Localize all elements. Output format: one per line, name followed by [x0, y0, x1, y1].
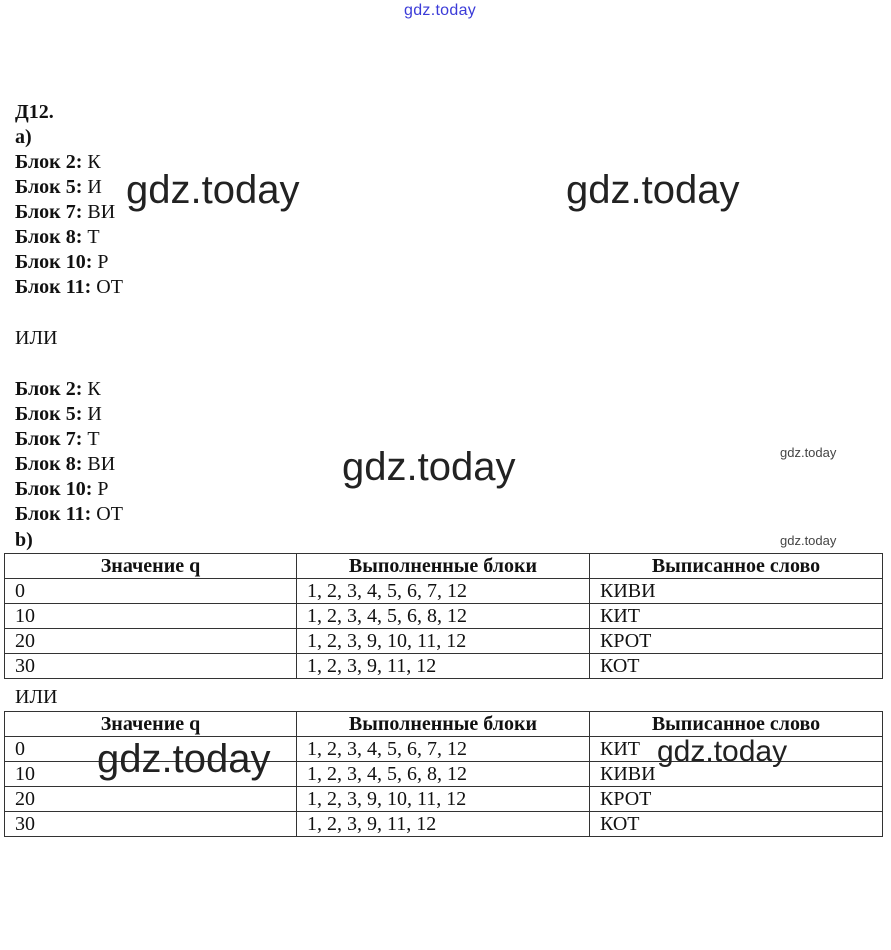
cell-blocks: 1, 2, 3, 4, 5, 6, 7, 12: [297, 579, 590, 604]
column-header-word: Выписанное слово: [590, 712, 883, 737]
part-a-label: а): [15, 126, 32, 148]
part-b-label: b): [15, 529, 33, 551]
cell-word: КИВИ: [590, 579, 883, 604]
cell-blocks: 1, 2, 3, 4, 5, 6, 8, 12: [297, 604, 590, 629]
cell-q: 10: [5, 762, 297, 787]
watermark: gdz.today: [566, 168, 740, 212]
block-line: Блок 5: И: [15, 176, 102, 198]
cell-blocks: 1, 2, 3, 9, 11, 12: [297, 812, 590, 837]
block-line: Блок 7: Т: [15, 428, 100, 450]
cell-blocks: 1, 2, 3, 9, 11, 12: [297, 654, 590, 679]
cell-blocks: 1, 2, 3, 4, 5, 6, 8, 12: [297, 762, 590, 787]
cell-q: 10: [5, 604, 297, 629]
block-line: Блок 8: Т: [15, 226, 100, 248]
table-row: [5, 812, 883, 837]
table-header-row: [5, 712, 883, 737]
cell-q: 20: [5, 787, 297, 812]
table-row: [5, 629, 883, 654]
cell-blocks: 1, 2, 3, 4, 5, 6, 7, 12: [297, 737, 590, 762]
cell-word: КИТ: [590, 737, 883, 762]
cell-word: КИВИ: [590, 762, 883, 787]
block-line: Блок 10: Р: [15, 251, 109, 273]
cell-q: 0: [5, 579, 297, 604]
watermark: gdz.today: [657, 735, 788, 768]
cell-word: КИТ: [590, 604, 883, 629]
cell-blocks: 1, 2, 3, 9, 10, 11, 12: [297, 629, 590, 654]
cell-word: КОТ: [590, 654, 883, 679]
or-separator: ИЛИ: [15, 686, 58, 708]
block-line: Блок 2: К: [15, 151, 101, 173]
block-line: Блок 7: ВИ: [15, 201, 116, 223]
block-line: Блок 5: И: [15, 403, 102, 425]
cell-q: 30: [5, 812, 297, 837]
column-header-q: Значение q: [5, 712, 297, 737]
block-line: Блок 8: ВИ: [15, 453, 116, 475]
table-row: [5, 604, 883, 629]
column-header-blocks: Выполненные блоки: [297, 554, 590, 579]
watermark-top: gdz.today: [404, 2, 477, 19]
cell-q: 0: [5, 737, 297, 762]
watermark-small: gdz.today: [780, 533, 837, 548]
column-header-blocks: Выполненные блоки: [297, 712, 590, 737]
watermark: gdz.today: [126, 168, 300, 212]
results-table-1: [4, 553, 883, 679]
table-row: [5, 579, 883, 604]
table-row: [5, 654, 883, 679]
block-line: Блок 11: ОТ: [15, 503, 123, 525]
watermark: gdz.today: [342, 445, 516, 489]
watermark-small: gdz.today: [780, 445, 837, 460]
cell-word: КРОТ: [590, 787, 883, 812]
cell-q: 30: [5, 654, 297, 679]
or-separator: ИЛИ: [15, 327, 58, 349]
table-row: [5, 787, 883, 812]
block-line: Блок 2: К: [15, 378, 101, 400]
watermark: gdz.today: [97, 737, 271, 781]
column-header-word: Выписанное слово: [590, 554, 883, 579]
task-heading: Д12.: [15, 101, 54, 123]
cell-word: КОТ: [590, 812, 883, 837]
table-header-row: [5, 554, 883, 579]
block-line: Блок 10: Р: [15, 478, 109, 500]
cell-blocks: 1, 2, 3, 9, 10, 11, 12: [297, 787, 590, 812]
cell-q: 20: [5, 629, 297, 654]
cell-word: КРОТ: [590, 629, 883, 654]
column-header-q: Значение q: [5, 554, 297, 579]
block-line: Блок 11: ОТ: [15, 276, 123, 298]
